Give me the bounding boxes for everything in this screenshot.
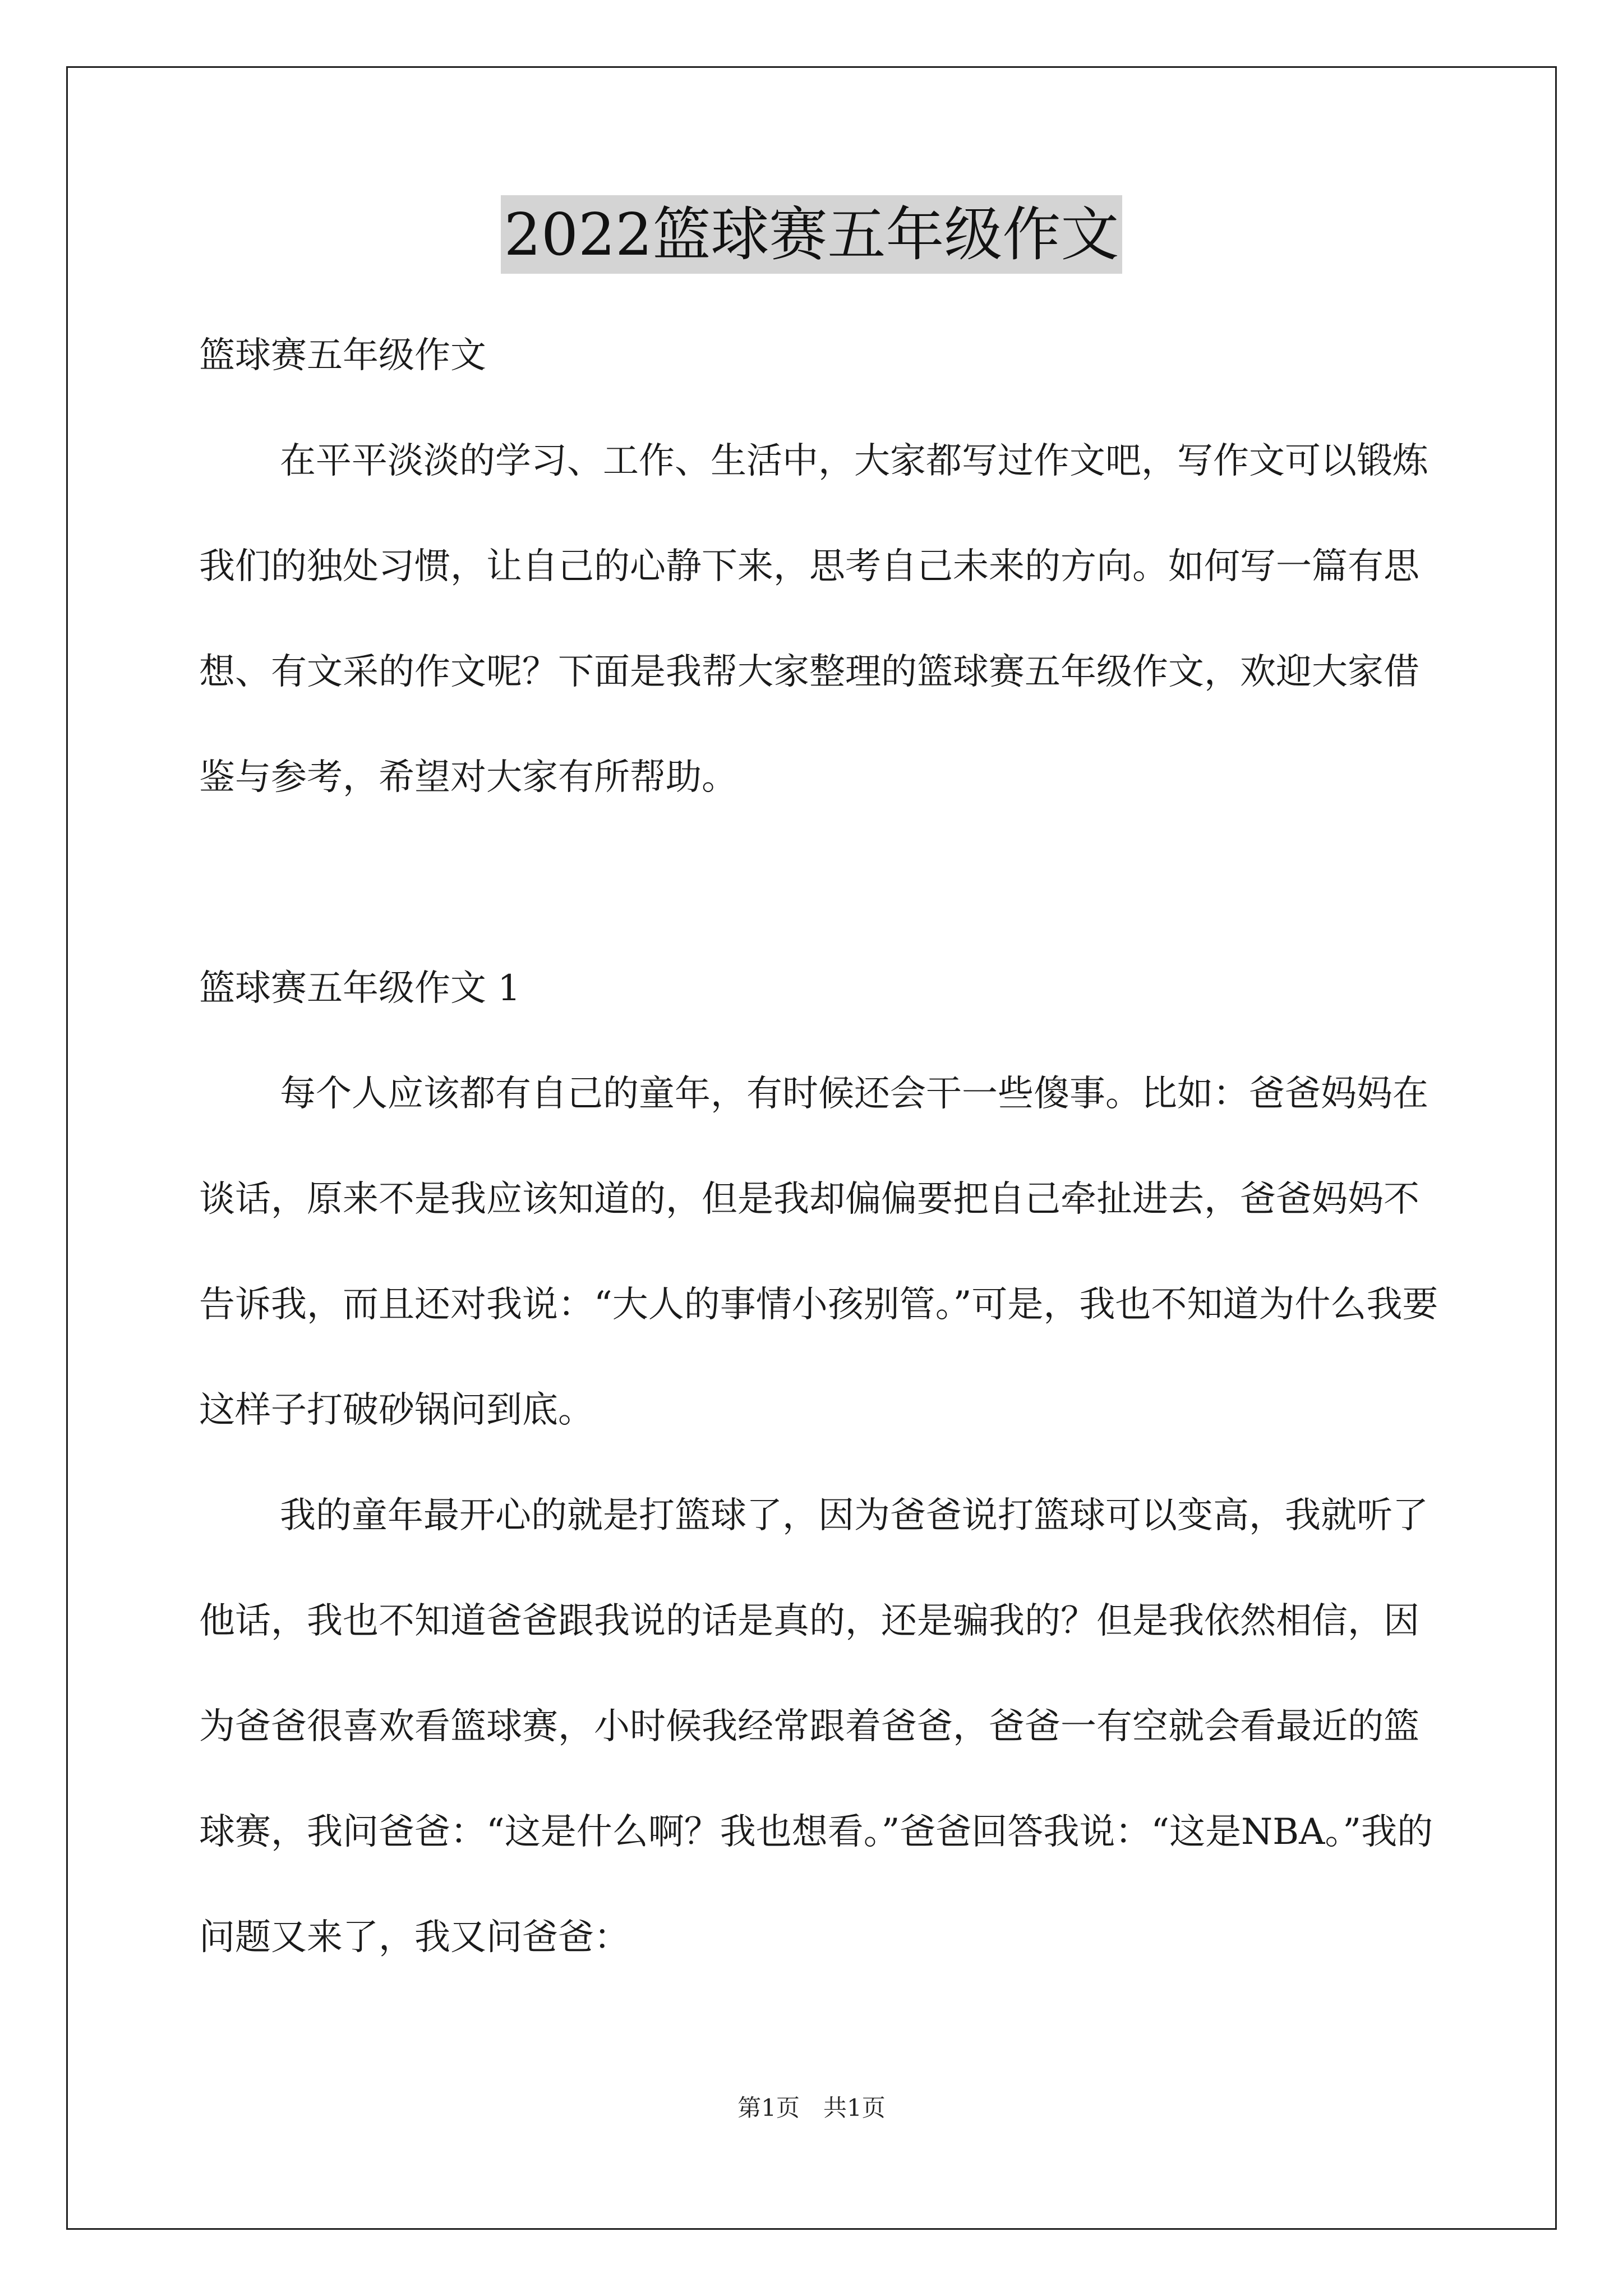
document-subtitle: 篮球赛五年级作文	[199, 335, 486, 376]
title-container	[0, 195, 1623, 274]
body-paragraph-1: 每个人应该都有自己的童年，有时候还会干一些傻事。比如：爸爸妈妈在谈话，原来不是我应该知道的，但是我却偏偏要把自己牵扯进去，爸爸妈妈不告诉我，而且还对我说：“大人的事情小孩别管。”可是，我也不知道为什么我要这样子打破砂锅问到底。	[199, 1073, 1438, 1431]
body-paragraph-2: 我的童年最开心的就是打篮球了，因为爸爸说打篮球可以变高，我就听了他话，我也不知道爸爸跟我说的话是真的，还是骗我的？但是我依然相信，因为爸爸很喜欢看篮球赛，小时候我经常跟着爸爸，爸爸一有空就会看最近的篮球赛，我问爸爸：“这是什么啊？我也想看。”爸爸回答我说：“这是NBA。”我的问题又来了，我又问爸爸：	[199, 1495, 1433, 1958]
section-spacer	[199, 830, 1438, 936]
document-title: 2022篮球赛五年级作文	[501, 195, 1123, 274]
intro-paragraph: 在平平淡淡的学习、工作、生活中，大家都写过作文吧，写作文可以锻炼我们的独处习惯，让自己的心静下来，思考自己未来的方向。如何写一篇有思想、有文采的作文呢？下面是我帮大家整理的篮球赛五年级作文，欢迎大家借鉴与参考，希望对大家有所帮助。	[199, 440, 1428, 798]
page-number: 第1页 共1页	[737, 2094, 886, 2122]
page-footer	[0, 2091, 1623, 2125]
section-heading: 篮球赛五年级作文 1	[199, 968, 521, 1009]
document-body	[199, 303, 1438, 1990]
